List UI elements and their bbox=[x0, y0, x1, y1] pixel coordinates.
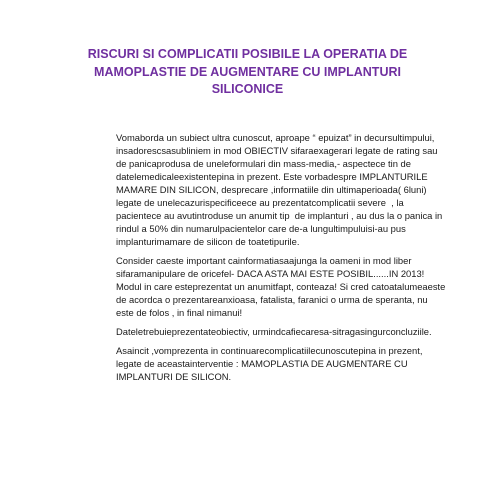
paragraph-conclusion: Asaincit ,vomprezenta in continuarecomplicatiilecunoscutepina in prezent, legate de aceastainterventie : MAMOPLASTIA DE AUGMENTARE CU IMPLANTURI DE SILICON. bbox=[116, 344, 426, 382]
document-title: RISCURI SI COMPLICATII POSIBILE LA OPERATIA DE MAMOPLASTIE DE AUGMENTARE CU IMPLANTURI SILICONICE bbox=[87, 47, 408, 96]
paragraph-objective-data: Dateletrebuieprezentateobiectiv, urmindcafiecaresa-sitragasingurconcluziile. bbox=[116, 325, 432, 337]
paragraph-information: Consider caeste important cainformatiasaajunga la oameni in mod liber sifaramanipulare de oricefel- DACA ASTA MAI ESTE POSIBIL......IN 2013! Modul in care esteprezentat un anumitfapt, conteaza! Si cred catoatalumeaeste de acordca o prezentareanxioasa, fatalista, faranici o urma de speranta, nu este de folos , in final nimanui! bbox=[116, 254, 448, 318]
paragraph-intro: Vomaborda un subiect ultra cunoscut, aproape “ epuizat” in decursultimpului, insadorescsasubliniem in mod OBIECTIV sifaraexagerari legate de rating sau de panicaprodusa de uneleformulari din mass-media,- aspectece tin de datelemedicaleexistentepina in prezent. Este vorbadespre IMPLANTURILE MAMARE DIN SILICON, desprecare ,informatiile din ultimaperioada( 6luni) legate de unelecazurispecificeece au prezentatcomplicatii severe , la pacientece au avutintroduse un anumit tip de implanturi , au dus la o panica in rindul a 50% din numarulpacientelor care de-a lungultimpuluisi-au pus implanturimamare de silicon de toatetipurile. bbox=[116, 131, 445, 247]
document-body bbox=[116, 131, 447, 383]
